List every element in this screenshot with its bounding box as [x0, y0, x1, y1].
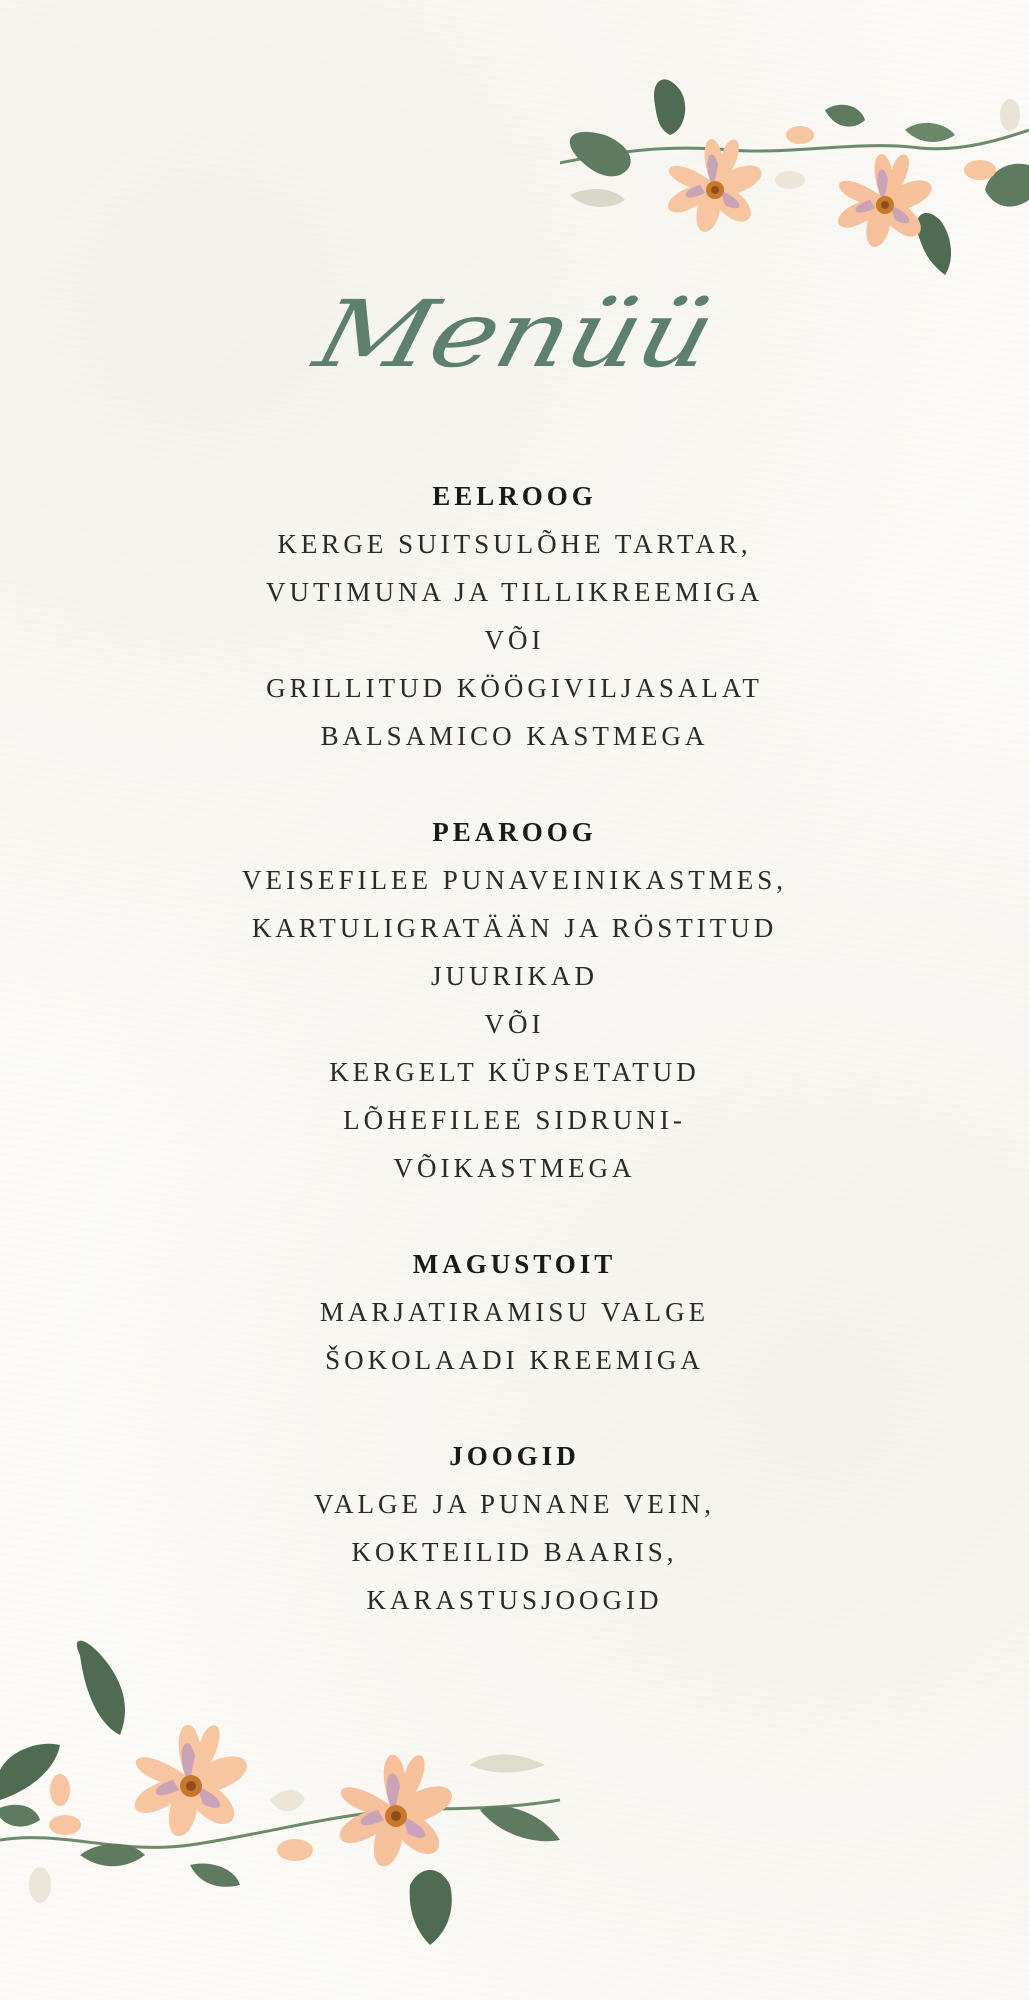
menu-section-dessert: [0, 1240, 1029, 1384]
menu-line: KARTULIGRATÄÄN JA RÖSTITUD: [251, 913, 778, 943]
menu-title-text: Menüü: [304, 281, 725, 388]
flower-icon: [838, 154, 932, 247]
flower-icon: [135, 1725, 247, 1837]
menu-section-drinks: [0, 1432, 1029, 1624]
menu-line: VÕI: [484, 1009, 545, 1039]
menu-line: KERGE SUITSULÕHE TARTAR,: [277, 529, 752, 559]
menu-line: KOKTEILID BAARIS,: [351, 1537, 678, 1567]
menu-content: [0, 472, 1029, 1624]
menu-line: VALGE JA PUNANE VEIN,: [313, 1489, 715, 1519]
menu-title: [0, 255, 1029, 415]
floral-decoration-bottom: [0, 1640, 580, 1960]
menu-line: JUURIKAD: [431, 961, 598, 991]
menu-line: LÕHEFILEE SIDRUNI-: [343, 1105, 686, 1135]
menu-line: BALSAMICO KASTMEGA: [320, 721, 709, 751]
menu-section-starter: [0, 472, 1029, 760]
menu-line: KERGELT KÜPSETATUD: [329, 1057, 700, 1087]
section-heading: PEAROOG: [432, 817, 597, 847]
menu-line: VUTIMUNA JA TILLIKREEMIGA: [266, 577, 763, 607]
menu-line: VÕIKASTMEGA: [393, 1153, 636, 1183]
menu-line: GRILLITUD KÖÖGIVILJASALAT: [266, 673, 763, 703]
menu-line: VEISEFILEE PUNAVEINIKASTMES,: [241, 865, 787, 895]
menu-line: ŠOKOLAADI KREEMIGA: [325, 1345, 704, 1375]
section-heading: JOOGID: [449, 1441, 580, 1471]
section-heading: EELROOG: [432, 481, 597, 511]
leaf-icon: [0, 1641, 560, 1945]
menu-section-main-course: [0, 808, 1029, 1192]
section-heading: MAGUSTOIT: [412, 1249, 617, 1279]
menu-line: VÕI: [484, 625, 545, 655]
menu-line: MARJATIRAMISU VALGE: [319, 1297, 710, 1327]
flower-icon: [340, 1755, 452, 1867]
flower-icon: [668, 139, 762, 232]
menu-line: KARASTUSJOOGID: [366, 1585, 663, 1615]
